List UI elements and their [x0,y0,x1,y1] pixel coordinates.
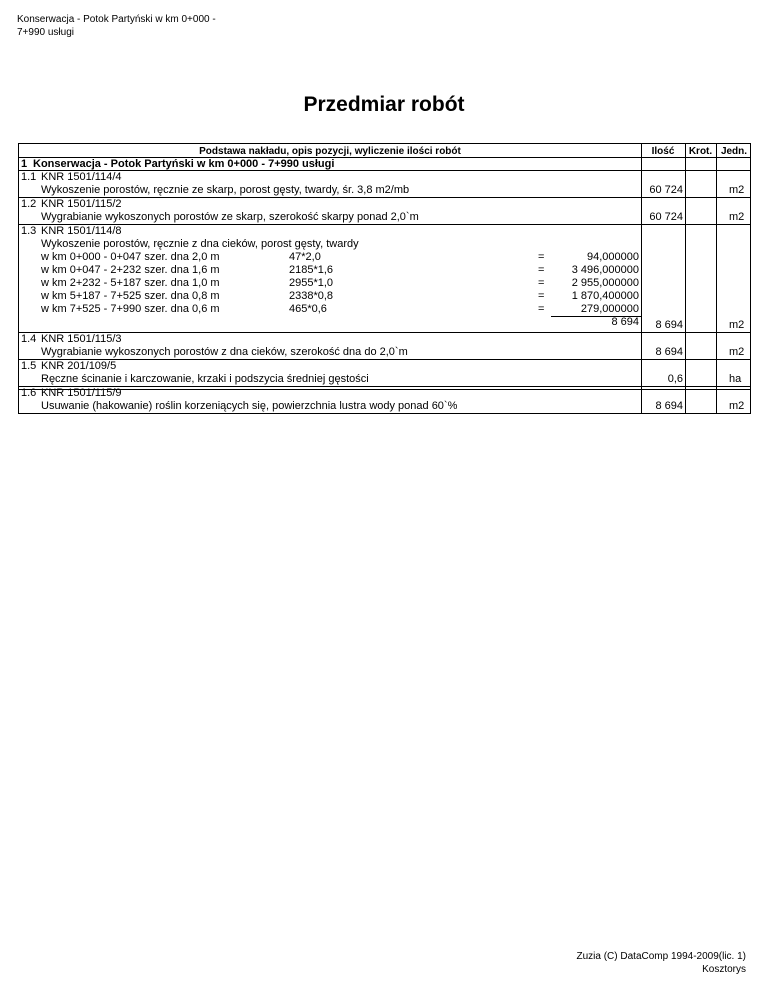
calc-label: w km 7+525 - 7+990 szer. dna 0,6 m [41,303,220,315]
row-quantity: 8 694 [655,319,683,331]
row-code: KNR 1501/114/8 [41,225,122,237]
header-unit: Jedn. [720,146,748,157]
row-description: Wygrabianie wykoszonych porostów z dna cieków, szerokość dna do 2,0`m [41,346,408,358]
col-divider [716,144,717,413]
page-footer [576,950,746,976]
footer-line-1: Zuzia (C) DataComp 1994-2009(lic. 1) [576,951,746,962]
calc-value: 3 496,000000 [571,264,639,276]
page-title: Przedmiar robót [303,93,465,116]
calc-value: 279,000000 [580,303,639,315]
header-quantity: Ilość [651,146,675,157]
calc-equals: = [538,251,545,263]
row-description: Wykoszenie porostów, ręcznie ze skarp, porost gęsty, twardy, śr. 3,8 m2/mb [41,184,410,196]
calc-equals: = [538,303,545,315]
calc-label: w km 0+000 - 0+047 szer. dna 2,0 m [41,251,220,263]
row-number: 1.4 [21,333,37,345]
calc-total: 8 694 [611,316,639,328]
row-description: Ręczne ścinanie i karczowanie, krzaki i podszycia średniej gęstości [41,373,369,385]
col-divider [685,144,686,413]
calc-label: w km 0+047 - 2+232 szer. dna 1,6 m [41,264,220,276]
calc-formula: 465*0,6 [289,303,327,315]
calc-equals: = [538,290,545,302]
row-description: Usuwanie (hakowanie) roślin korzeniących się, powierzchnia lustra wody ponad 60`% [41,400,458,412]
row-number: 1.1 [21,171,37,183]
section-number: 1 [21,158,28,170]
row-code: KNR 1501/114/4 [41,171,122,183]
calc-value: 94,000000 [587,251,639,263]
calc-label: w km 5+187 - 7+525 szer. dna 0,8 m [41,290,220,302]
row-quantity: 60 724 [649,184,683,196]
row-number: 1.6 [21,387,37,399]
row-number: 1.3 [21,225,37,237]
row-quantity: 60 724 [649,211,683,223]
footer-line-2: Kosztorys [702,964,746,975]
row-description: Wygrabianie wykoszonych porostów ze skarp, szerokość skarpy ponad 2,0`m [41,211,419,223]
calc-label: w km 2+232 - 5+187 szer. dna 1,0 m [41,277,220,289]
row-divider [19,386,750,387]
page-header [17,13,257,39]
page-header-line-2: 7+990 usługi [17,27,74,38]
calc-equals: = [538,264,545,276]
row-unit: m2 [729,211,745,223]
row-code: KNR 1501/115/2 [41,198,122,210]
row-quantity: 8 694 [655,346,683,358]
row-quantity: 8 694 [655,400,683,412]
row-number: 1.2 [21,198,37,210]
calc-value: 1 870,400000 [571,290,639,302]
row-unit: m2 [729,400,745,412]
row-code: KNR 201/109/5 [41,360,117,372]
bill-of-quantities-table [18,143,751,414]
section-label: Konserwacja - Potok Partyński w km 0+000 - 7+990 usługi [33,158,335,170]
row-code: KNR 1501/115/3 [41,333,122,345]
row-number: 1.5 [21,360,37,372]
row-unit: m2 [729,184,745,196]
row-unit: m2 [729,346,745,358]
row-quantity: 0,6 [667,373,683,385]
header-description: Podstawa nakładu, opis pozycji, wyliczenie ilości robót [199,146,461,157]
row-unit: m2 [729,319,745,331]
calc-value: 2 955,000000 [571,277,639,289]
calc-formula: 47*2,0 [289,251,321,263]
row-unit: ha [729,373,742,385]
calc-formula: 2338*0,8 [289,290,334,302]
row-code: KNR 1501/115/9 [41,387,122,399]
header-multiplier: Krot. [688,146,713,157]
row-description: Wykoszenie porostów, ręcznie z dna cieków, porost gęsty, twardy [41,238,359,250]
calc-formula: 2185*1,6 [289,264,334,276]
calc-formula: 2955*1,0 [289,277,334,289]
page-header-line-1: Konserwacja - Potok Partyński w km 0+000 - [17,14,216,25]
calc-equals: = [538,277,545,289]
